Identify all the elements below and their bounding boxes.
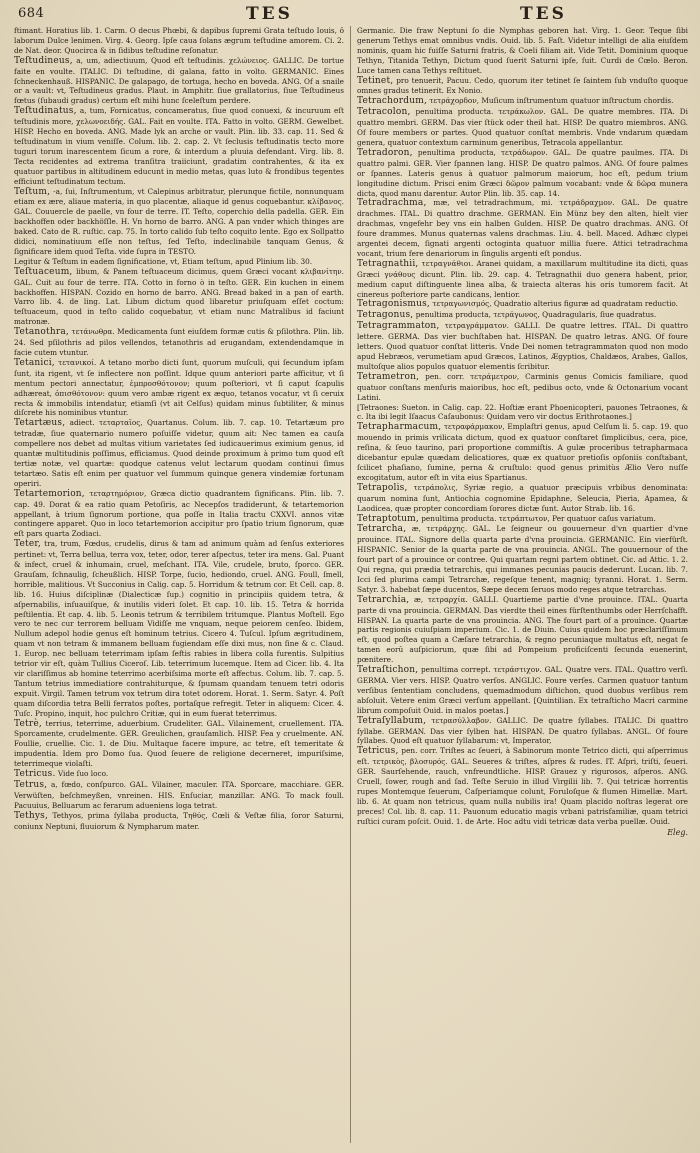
entry-text: pen. corr. Triſtes ac ſeueri, à Sabinorum monte Tetrico dicti, qui aſperrimus eſt. τετρικὸς, βλοσυρός. GAL. Seueres & triſtes, aſpres & rudes. IT. Aſpri, triſti, ſeueri. GER. Saurſehende, rauch, vnfreundtliche. HISP. Grauez y rigurosos, aſperos. ANG. Cruell, ſower, rough and ſad. Teſte Seruio in illud Virgilii lib. 7. Qui tetricæ horrentis rupes Montemque ſeuerum, Caſperiamque colunt, Foruloſque & flumen Himellæ. Mart. lib. 6. At quam non tetricus, quam nulla nubilis ira! Quam placido noſtras legerat ore preces! Col. lib. 8. cap. 11. Pauonum educatio magis vrbani patrisfamiliæ, quam tetrici ruſtici curam poſcit. Ouid. 1. de Arte. Hoc adtu vidi tetricæ data verba puellæ. Ouid.: [357, 746, 688, 826]
entry-headword: Teter,: [14, 539, 41, 550]
entry-headword: Tetracolon,: [357, 107, 411, 118]
entry-text: penultima producta. τετράκωλον. GAL. De quatre membres. ITA. Di quattro membri. GERM. Das vier ſtück oder theil hat. HISP. De quatro miembros. ANG. Of foure members or partes. Quod quatuor conſtat membris. Vnde vndarum quædam genera, quatuor contextum carminum generibus, Tetracola appellantur.: [357, 107, 688, 147]
entry-text: terrius, teterrime, aduerbium. Crudeliter. GAL. Vilainement, cruellement. ITA. Sporcamente, crudelmente. GER. Greulichen, grauſamlich. HISP. Fea y cruelmente. AN. Foullie, cruellie. Cic. 1. de Diu. Multaque facere impure, ac tetre, eſt temeritate & impudentia. Idem pro Domo ſua. Quod ſeuere de religione decerneret, impuriſsime, teterrimeque violaſti.: [14, 718, 344, 769]
entry-headword: Tetrapolis,: [357, 482, 408, 493]
entry-text: tra, trum, Fœdus, crudelis, dirus & tam ad animum quàm ad ſenſus exteriores pertinet: vt, Terra bellua, terra vox, teter, odor, terer aſpectus, teter ira mens. Gal. Puant & infect, cruel & inhumain, cruel, meſchant. ITA. Vile, crudele, bruto, ſporco. GER. Grauſam, ſchnaulig, ſcheußlich. HISP. Torpe, ſucio, hediondo, cruel. ANG. Foull, ſmell, horrible, malitious. Vt Succonius in Calig. cap. 5. Horridum & tetrum cor. Et Cell. cap. 8. lib. 16. Huius diſciplinæ (Dialecticæ ſup.) cognitio in principiis quidem tetra, & aſpernabilis, inſuauiſque, & inutilis videri ſolet. Et cap. 10. lib. 15. Tetra & horrida peſtilentia. Et cap. 4. lib. 5. Leonis tetrum & terribilem tritumque. Plantus Moſtell. Ego vero te nec cur terrorem belluam Vidiſſe me vnquam, neque peiorem cenſeo. Ibidem, Nullum adepol hodie genus eſt hominum tetrius. Cicero 4. Tuſcul. Ipſum ægritudinem, quam vt non tetram & immanem belluam fugiendam eſſe dixi mus, non ſine & c. Claud. 1. Europ. nec belluam teterrimam ipſam ſeftis rabies in libera colla furentis. Sulpitius tetrior vir eſt, quàm Tullius Ciceroſ. Lib. teterrimum lucemque. Item ad Cicer. lib. 4. Ita vir clariſſimus ab homine teterrimo acerbiſsima morte eſt affectus. Colum. lib. 7. cap. 5. Tantum tetrius immediatiore contrahiturque, & ſpumam quandam tenuem tetri odoris expuit. Virgil. Tamen tetrum vox tetrum dira totet odorem. Horat. 1. Serm. Satyr. 4. Poſt quam diſcordia tetra Belli ferratos poſtes, portaſque refregit. Teter in aliquem: Cicer. 4. Tuſc. Propino, inquit, hoc pulchro Critiæ, qui in eum fuerat teterrimus.: [14, 539, 344, 718]
entry-text: τετραγράμματον. GALLI. De quatre lettres. ITAL. Di quattro lettere. GERMA. Das vier buchſtaben hat. HISPAN. De quatro letras. ANG. Of foure letters. Quod quatuor conſtat litteris. Vnde Dei nomen tetragrammaton quod non modo apud Hebræos, verumetiam apud Græcos, Latinos, Ægyptios, Chaldæos, Arabes, Gallos, multoſque alios populos quatuor elementis ſcribitur.: [357, 321, 688, 371]
entry-text: penultima producta, τετράδωρον. GAL. De quatre paulmes. ITA. Di quattro palmi. GER. Vier ſpannen lang. HISP. De quatro palmos. ANG. Of foure palmes or ſpannes. Lateris genus à quatuor palmorum maiorum, hoc eſt, pedum trium longitudine dictum. Prisci enim Græci δῶρον palmum vocabant: vnde & δῶρα munera dicta, quod manu darentur. Autor Plin. lib. 35. cap. 14.: [357, 147, 688, 198]
entry-headword: Tetrapharmacum,: [357, 422, 442, 433]
dictionary-entry: [357, 595, 688, 665]
entry-headword: Tetragnathii,: [357, 258, 419, 269]
entry-headword: Tetradoron,: [357, 147, 413, 158]
entry-headword: Tetrametron,: [357, 371, 420, 382]
right-running-head: TES: [520, 4, 567, 24]
entry-headword: Teſtuaceum,: [14, 266, 73, 277]
entry-headword: Tetragrammaton,: [357, 321, 440, 332]
entry-headword: Tetricus.: [14, 769, 56, 780]
entry-text: τετραγωνισμός, Quadratio alterius figuræ ad quadratam reductio.: [432, 299, 678, 309]
entry-headword: Teſtudineus,: [14, 55, 73, 66]
dictionary-entry: [357, 665, 688, 716]
entry-headword: Tetricus,: [357, 746, 399, 757]
entry-headword: Teſtum,: [14, 186, 51, 197]
dictionary-entry: [357, 299, 688, 310]
dictionary-entry: [357, 76, 688, 97]
entry-text: Germanic. Die fraw Neptuni ſo die Nymphas geboren hat. Virg. 1. Geor. Teque ſibi generum Tethys emat omnibus vndis. Ouid. lib. 5. Faſt. Videtur intelligi de alia eiuſdem nominis, quam hic fuiſſe Saturni fratris, & Coeli filiam ait. Vide Tetit. Dominium quoque Tethyn, Titanida Tethyn, Dictum quod ſuerit Saturni ipſe, ſuit. Curdi de Cœlo. Beron. Luce tamen cana Tethys reſtituet.: [357, 26, 688, 75]
entry-headword: Tetrus,: [14, 779, 48, 790]
entry-text: Legitur & Teſtum in eadem ſignificatione, vt, Etiam teſtum, apud Plinium lib. 30.: [14, 256, 313, 266]
dictionary-entry: [357, 483, 688, 514]
dictionary-entry: [357, 403, 688, 423]
entry-headword: Tetinet,: [357, 75, 394, 86]
dictionary-entry: [357, 422, 688, 482]
entry-headword: Tetraptotum,: [357, 513, 419, 524]
entry-text: Tethyos, prima ſyllaba producta, Τηθύς, Cœli & Veſtæ filia, ſoror Saturni, coniunx Neptuni, fluuiorum & Nympharum mater.: [14, 810, 344, 831]
entry-text: penultima producta, τετράγωνος, Quadragularis, ſiue quadratus.: [415, 310, 657, 320]
entry-headword: Tetragonismus,: [357, 299, 430, 310]
entry-text: æ, τετραρχία. GALLI. Quartieme partie d'vne prouince. ITAL. Quarta parte di vna prouincia. GERMAN. Das vierdte theil eines fürſtenthumbs oder Herrſchafft. HISPAN. La quarta parte de vna prouincia. ANG. The fourt part of a prouince. Quartæ partis regionis cuiuſpiam imperium. Cic. 1. de Diuin. Cuius quidem hoc præclariſſimum eſt, quod poſtea quam a Cæſare tetrarchia, & regno pecuniaque multatus eſt, negat ſe tamen eorū auſpiciorum, quæ ſibi ad Pompeium proficiſcenti ſecunda euenerint, pœnitere.: [357, 594, 688, 665]
dictionary-entry: [357, 26, 688, 76]
entry-headword: Tetanici,: [14, 357, 55, 368]
dictionary-entry: [357, 372, 688, 403]
dictionary-entry: [14, 358, 344, 418]
entry-text: τετανικοί. A tetano morbo dicti ſunt, quorum muſculi, qui ſecundum ipſam ſunt, ita rigent, vt ſe inflectere non poſſint. Idque quum anteriori parte afficitur, vt ſi mentum pectori annectatur, ἐμπροσθότονον; quum poſteriori, vt ſi caput ſcapulis adhæreat, ὀπισθότονον: quum vero ambæ rigent ex æquo, tetanos vocatur, vt ſi ceruix recta & immobilis intendatur, etiamſi (vt ait Celſus) quidam minus ſubtiliter, & minus diſcrete his nominibus vtuntur.: [14, 357, 344, 418]
running-header: [14, 4, 688, 28]
entry-text: τετραφάρμακον, Emplaſtri genus, apud Celſum li. 5. cap. 19. quo mouendo in primis vrilicata dictum, quod ex quatuor conſtaret ſimplicibus, cera, pice, reſina, & ſeuo taurino, pari proportione commiſtis. A gulæ proceribus tetrapharmaca dicebantur epulæ quædam delicatiores, quæ ex quatuor pretioſis opſoniis conſtabant, ſcilicet phaſiano, ſumine, perna & cruſtulo: quod genus primitùs Ælio Vero nuſſe excogitatum, autor eſt in vita eius Spartianus.: [357, 422, 688, 482]
dictionary-entry: [357, 107, 688, 148]
entry-text: pro tenuerit, Pacuu. Cedo, quorum iter tetinet ſe ſaintem ſub vnduſto quoque omnes gradus tetinerit. Ex Nonio.: [357, 75, 688, 96]
entry-headword: Tethys,: [14, 810, 49, 821]
dictionary-entry: [14, 257, 344, 267]
dictionary-entry: [14, 811, 344, 832]
entry-text: τετράχορδον, Muſicum inſtrumentum quatuor inſtructum chordis.: [429, 96, 674, 106]
dictionary-entry: [14, 267, 344, 327]
dictionary-entry: [357, 746, 688, 826]
entry-text: adiect. τεταρταῖος, Quartanus. Colum. lib. 7. cap. 10. Tetartæum pro tetradæ, ſiue quaternario numero poſuiſſe videtur, quum ait: Nec tamen ea cauſa compellere nos debet ad multas vitium varietates ſed iudicauerimus eximium genus, id quantæ multitudinis poſſimus, efficiamus. Quod deinde proximum à primo tum quod eſt tertiæ notæ, vel quartæ: quodque catenus velut lectarum quodam continui ſimus tetartæo. Satis eſt enim per quatuor vel ſummum quinque genera vindemiæ fortunam operiri.: [14, 418, 344, 488]
dictionary-entry: [14, 539, 344, 718]
dictionary-entry: [357, 321, 688, 372]
dictionary-entry: [14, 26, 344, 56]
dictionary-entry: [14, 106, 344, 186]
dictionary-entry: [14, 327, 344, 358]
text-columns: [14, 26, 688, 1143]
entry-headword: Tetanothra,: [14, 327, 69, 338]
entry-text: ftimant. Horatius lib. 1. Carm. O decus Phœbi, & dapibus ſupremi Grata teſtudo Iouis, ô laborum Dulce lenimen. Virg. 4. Georg. Ipſe caua ſolans ægrum teſtudine amorem. Ci. 2. de Nat. deor. Quocirca & in ſidibus teſtudine reſonatur.: [14, 26, 344, 55]
dictionary-entry: [14, 187, 344, 257]
left-column: [14, 26, 351, 1143]
entry-text: Vide ſuo loco.: [57, 769, 109, 779]
dictionary-entry: [357, 716, 688, 747]
page-number: 684: [18, 6, 45, 21]
entry-headword: Tetrarcha,: [357, 524, 407, 535]
entry-text: æ, τετράρχης. GAL. Le ſeigneur ou gouuerneur d'vn quartier d'vne prouince. ITAL. Signore della quarta parte d'vna prouincia. GERMANIC. Ein vierfürſt. HISPANIC. Senior de la quarta parte de vna prouincia. ANGL. The gouuernour of the fourt part of a prouince or contree. Qui quartam regni partem obtinet. Cic. ad Attic. 1. 2. Qui regna, qui prædia tetrarchis, qui immanes pecunias paucis dederunt. Lucan. lib. 7. Icci ſed plurima campi Tetrarchæ, regeſque tenent, magniq; tyranni. Horat. 1. Serm. Satyr. 3. habebat ſæpe ducentos, Sæpe decem ſeruos modo reges atque tetrarchas.: [357, 524, 688, 594]
dictionary-entry: [357, 259, 688, 300]
dictionary-entry: [14, 418, 344, 488]
entry-text: a, fœdo, conſpurco. GAL. Vilainer, maculer. ITA. Sporcare, macchiare. GER. Verwüſten, beſchmeyßen, vnreinen. HIS. Enſuciar, manzillar. ANG. To mack foull. Pacuuius, Belluarum ac ferarum adueniens loga tetrat.: [14, 779, 344, 810]
entry-text: -a, ſui, Inſtrumentum, vt Calepinus arbitratur, plerunque fictile, nonnunquam etiam ex ære, aliaue materia, in quo placentæ, aliaque id genus coquebantur. κλίβανος. GAL. Couuercle de paelle, vn four de terre. IT. Teſto, coperchio della padella. GER. Ein backhoffen oder backhöſſle. H. Vn horno de barro. ANG. A pan vnder which thinges are baked. Cato de R. ruſtic. cap. 75. In torto calido ſub teſto coquito lente. Ego ex Sollpatto didici, nominatiuum eſſe non teſtus, ſed Teſto, indeclinabile tanquam Genus, & ſignificare idem quod Teſta. vide ſupra in TESTO.: [14, 186, 344, 256]
entry-text: a, um, adiectiuum, Quod eſt teſtudinis. χελώνειος. GALLIC. De tortue faite en voulte. ITALIC. Di teſtudine, di galana, fatto in volto. GERMANIC. Eines ſchneckenhauß. HISPANIC. De galapago, de tortuga, hecho en boveda. ANG. Of a snaile or a vault: vt, Teſtudineus gradus. Plaut. in Amphitr. ſiue grallatorius, ſiue Teſtudineus fœtus (ſubaudi gradus) certum eſt mihi hunc ſceleſtum perdere.: [14, 55, 344, 106]
entry-headword: Tetartæus,: [14, 418, 66, 429]
entry-text: a, tum, Fornicatus, concameratus, ſiue quod conuexi, & incuruum eſt teſtudinis more, χελωνοειδής. GAL. Fait en voulte. ITA. Fatto in volto. GERM. Gewelbet. HISP. Hecho en boveda. ANG. Made lyk an arche or vault. Plin. lib. 33. cap. 11. Sed & teſtudinatum in vium veniſſe. Colum. lib. 2. cap. 2. Vt ſeclusis teſtudinatis tecto more tuguri torum inarescentem ſicum a rore, & interdum a pluuia defendant. Virg. lib. 8. Tecta recidentes ad extrema tranſitra traiiciunt, gradatim contrahentes, & ita ex quatuor partibus in altitudinem educunt in medio metas, quas luto & frondibus tegentes efficiunt teſtudinatum tectum.: [14, 106, 344, 186]
entry-text: τετάνωθρα. Medicamenta ſunt eiuſdem formæ cutis & pſilothra. Plin. lib. 24. Sed pſilothris ad pilos vellendos, tetanothris ad erugandam, extendendamque in facie cutem vtuntur.: [14, 327, 345, 357]
entry-headword: Tetrarchia,: [357, 594, 410, 605]
entry-text: τετράπολις, Syriæ regio, a quatuor præcipuis vrbibus denominata: quarum nomina ſunt, Antiochia cognomine Epidaphne, Seleucia, Pieria, Apamea, & Laodicea, quæ propter concordiam ſorores dictæ ſunt. Autor Strab. lib. 16.: [357, 482, 688, 513]
dictionary-entry: [14, 780, 344, 811]
entry-headword: Teſtudinatus,: [14, 106, 77, 117]
entry-text: τετρασύλλαβον. GALLIC. De quatre ſyllabes. ITALIC. Di quattro ſyllabe. GERMAN. Das vier ſylben hat. HISPAN. De quatro ſyllabas. ANGL. Of foure ſyllabes. Quod eſt quatuor ſyllabarum: vt, Imperator,: [357, 715, 688, 746]
entry-headword: Tetrachordum,: [357, 96, 428, 107]
entry-text: libum, & Panem teſtuaceum dicimus, quem Græci vocant κλιβανίτην. GAL. Cuit au four de terre. ITA. Cotto in forno ò in teſto. GER. Ein kuchen in einem backhoffen. HISPAN. Cozido en horno de barro. ANG. Bread baked in a pan of earth. Varro lib. 4. de ling. Lat. Libum dictum quod libaretur priuſquam eſſet coctum: teſtuaceum, quod in teſto calido coquebatur, vt etiam nunc Matralibus id faciunt matronæ.: [14, 266, 344, 327]
entry-headword: Tetraſtichon,: [357, 665, 419, 676]
entry-text: penultima producta. τετράπτωτον, Per quatuor caſus variatum.: [421, 513, 656, 523]
entry-headword: Tetradrachma,: [357, 198, 427, 209]
dictionary-entry: [357, 514, 688, 525]
entry-headword: Tetartemorion,: [14, 488, 85, 499]
entry-headword: Tetragonus,: [357, 310, 414, 321]
catchword: Eleg.: [667, 827, 688, 837]
dictionary-entry: [357, 524, 688, 594]
dictionary-entry: [357, 96, 688, 107]
dictionary-entry: [357, 310, 688, 321]
entry-text: τετραγνάθιοι. Aranei quidam, a maxillarum multitudine ita dicti, quas Græci γνάθους dicunt. Plin. lib. 29. cap. 4. Tetragnathii duo genera habent, prior, medium caput diſtinguente linea alba, & traiecta alteras his oris tumorem facit. At cinereus poſteriore parte candicans, lentior.: [357, 258, 688, 299]
entry-headword: Tetrè,: [14, 718, 42, 729]
dictionary-entry: [14, 719, 344, 770]
dictionary-entry: [14, 56, 344, 107]
dictionary-entry: [357, 198, 688, 258]
entry-text: penultima corrept. τετράστιχον. GAL. Quatre vers. ITAL. Quattro verſi. GERMA. Vier vers. HISP. Quatro verſos. ANGLIC. Foure verſes. Carmen quatuor tantum verſibus ſententiam concludens, quemadmodum diſtichon, quod duobus verſibus rem abſoluit. Vetere enim Græci verſum appellant. [Quintilian. Ex tetraſticho Macri carmine librum compoſuit Ouid. in malos poetas.]: [357, 665, 688, 715]
left-running-head: TES: [246, 4, 293, 24]
right-column: [351, 26, 688, 1143]
entry-text: pen. corr. τετράμετρον, Carminis genus Comicis familiare, quod quatuor conſtans menſuris maioribus, hoc eſt, pedibus octo, vnde & Octonarium vocant Latini.: [357, 371, 688, 402]
dictionary-entry: [14, 769, 344, 780]
dictionary-entry: [357, 148, 688, 199]
right-column-body: [357, 26, 688, 827]
dictionary-entry: [14, 489, 344, 540]
entry-headword: Tetraſyllabum,: [357, 715, 427, 726]
entry-text: τεταρτημόριον, Græca dictio quadrantem ſignificans. Plin. lib. 7. cap. 49. Dorat & ea ratio quam Petoſiris, ac Necepſos tradiderunt, & tetartemorion appellant, à trium ſignorum portione, qua poſſe in Italia tractu CXXVI. annos vitæ contingere apparet. Quo in loco tetartemorion accipitur pro ſpatio trium ſignorum, quæ eſt pars quarta Zodiaci.: [14, 488, 344, 539]
entry-text: mæ, vel tetradrachmum, mi. τετράδραχμον. GAL. De quatre drachmes. ITAL. Di quattro drachme. GERMAN. Ein Münz bey den alten, hielt vier drachmas, vngefehr bey vns ein halben Gulden. HISP. De quatro drachmas. ANG. Of foure drammes. Munus quaternas valens drachmas. Liu. 4. bell. Maced. Adhæc clypei argentei decem, ſignati argenti octoginta quatuor millia fuere. Attici tetradrachma vocant, trium fere denariorum in ſingulis argenti eſt pondus.: [357, 198, 688, 258]
entry-text: [Tetraones: Sueton. in Calig. cap. 22. Hoſtiæ erant Phoenicopteri, pauones Tetraones, & c. Ita ibi legit Iſaacus Caſaubonus: Quidam vero vir doctus Erithrotaones.]: [357, 402, 688, 422]
